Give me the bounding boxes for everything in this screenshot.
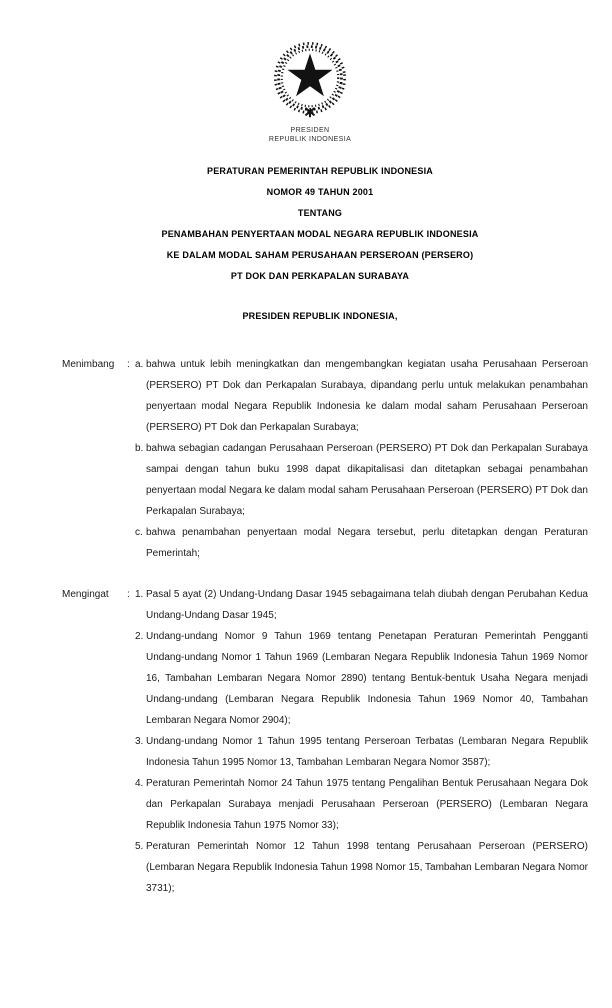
section-menimbang xyxy=(0,354,612,564)
item-text: Peraturan Pemerintah Nomor 24 Tahun 1975 tentang Pengalihan Bentuk Perusahaan Negara Dok dan Perkapalan Surabaya menjadi Perusahaan Perseroan (PERSERO) (Lembaran Negara Republik Indonesia Tahun 1975 Nomor 33); xyxy=(146,778,588,831)
emblem-caption xyxy=(230,126,390,144)
section-mengingat xyxy=(0,584,612,899)
item-text: Undang-undang Nomor 1 Tahun 1995 tentang Perseroan Terbatas (Lembaran Negara Republik Indonesia Tahun 1995 Nomor 13, Tambahan Lembaran Negara Nomor 3587); xyxy=(146,736,588,768)
item-marker: 2. xyxy=(135,631,144,642)
title-line-4: PENAMBAHAN PENYERTAAN MODAL NEGARA REPUBLIK INDONESIA xyxy=(161,229,479,239)
item-text: bahwa sebagian cadangan Perusahaan Perseroan (PERSERO) PT Dok dan Perkapalan Surabaya sampai dengan tahun buku 1998 dapat dikapitalisasi dan ditetapkan sebagai penambahan penyertaan modal Negara ke dalam modal saham Perusahaan Perseroan (PERSERO) PT Dok dan Perkapalan Surabaya; xyxy=(146,443,588,517)
legal-basis-item xyxy=(135,584,588,626)
item-text: Pasal 5 ayat (2) Undang-Undang Dasar 1945 sebagaimana telah diubah dengan Perubahan Kedua Undang-Undang Dasar 1945; xyxy=(146,589,588,621)
legal-basis-item xyxy=(135,836,588,899)
legal-basis-item xyxy=(135,773,588,836)
legal-basis-item xyxy=(135,731,588,773)
salutation-line: PRESIDEN REPUBLIK INDONESIA, xyxy=(242,311,398,321)
legal-basis-list xyxy=(135,584,588,899)
item-text: bahwa penambahan penyertaan modal Negara tersebut, perlu ditetapkan dengan Peraturan Pemerintah; xyxy=(146,527,588,559)
item-marker: 3. xyxy=(135,736,144,747)
star-icon xyxy=(287,53,332,96)
star-wreath-icon xyxy=(269,37,351,119)
item-marker: 4. xyxy=(135,778,144,789)
item-marker: 1. xyxy=(135,589,144,600)
item-marker: a. xyxy=(135,359,144,370)
title-line-6: PT DOK DAN PERKAPALAN SURABAYA xyxy=(230,271,410,281)
document-title xyxy=(28,161,612,287)
emblem-caption-line1: PRESIDEN xyxy=(290,127,330,134)
legal-basis-item xyxy=(135,626,588,731)
title-line-5: KE DALAM MODAL SAHAM PERUSAHAAN PERSEROAN (PERSERO) xyxy=(166,250,474,260)
title-line-3: TENTANG xyxy=(297,208,343,218)
consideration-item xyxy=(135,438,588,522)
item-marker: c. xyxy=(135,527,143,538)
item-marker: 5. xyxy=(135,841,144,852)
presidential-emblem xyxy=(269,37,351,119)
consideration-item xyxy=(135,522,588,564)
section-label: Mengingat xyxy=(62,589,109,600)
item-marker: b. xyxy=(135,443,144,454)
consideration-item xyxy=(135,354,588,438)
item-text: Peraturan Pemerintah Nomor 12 Tahun 1998 tentang Perusahaan Perseroan (PERSERO) (Lembaran Negara Republik Indonesia Tahun 1998 Nomor 15, Tambahan Lembaran Negara Nomor 3731); xyxy=(146,841,588,894)
section-colon: : xyxy=(127,589,130,600)
emblem-caption-line2: REPUBLIK INDONESIA xyxy=(268,136,352,143)
item-text: Undang-undang Nomor 9 Tahun 1969 tentang Penetapan Peraturan Pemerintah Pengganti Undang-undang Nomor 1 Tahun 1969 (Lembaran Negara Republik Indonesia Tahun 1969 Nomor 16, Tambahan Lembaran Negara Nomor 2890) tentang Bentuk-bentuk Usaha Negara menjadi Undang-undang (Lembaran Negara Republik Indonesia Tahun 1969 Nomor 40, Tambahan Lembaran Negara Nomor 2904); xyxy=(146,631,588,726)
section-label: Menimbang xyxy=(62,359,115,370)
section-colon: : xyxy=(127,359,130,370)
consideration-list xyxy=(135,354,588,564)
item-text: bahwa untuk lebih meningkatkan dan mengembangkan kegiatan usaha Perusahaan Perseroan (PERSERO) PT Dok dan Perkapalan Surabaya, dipandang perlu untuk melakukan penambahan penyertaan modal Negara Republik Indonesia ke dalam modal saham Perusahaan Perseroan (PERSERO) PT Dok dan Perkapalan Surabaya; xyxy=(146,359,588,433)
title-line-2: NOMOR 49 TAHUN 2001 xyxy=(266,187,374,197)
title-line-1: PERATURAN PEMERINTAH REPUBLIK INDONESIA xyxy=(207,166,433,176)
